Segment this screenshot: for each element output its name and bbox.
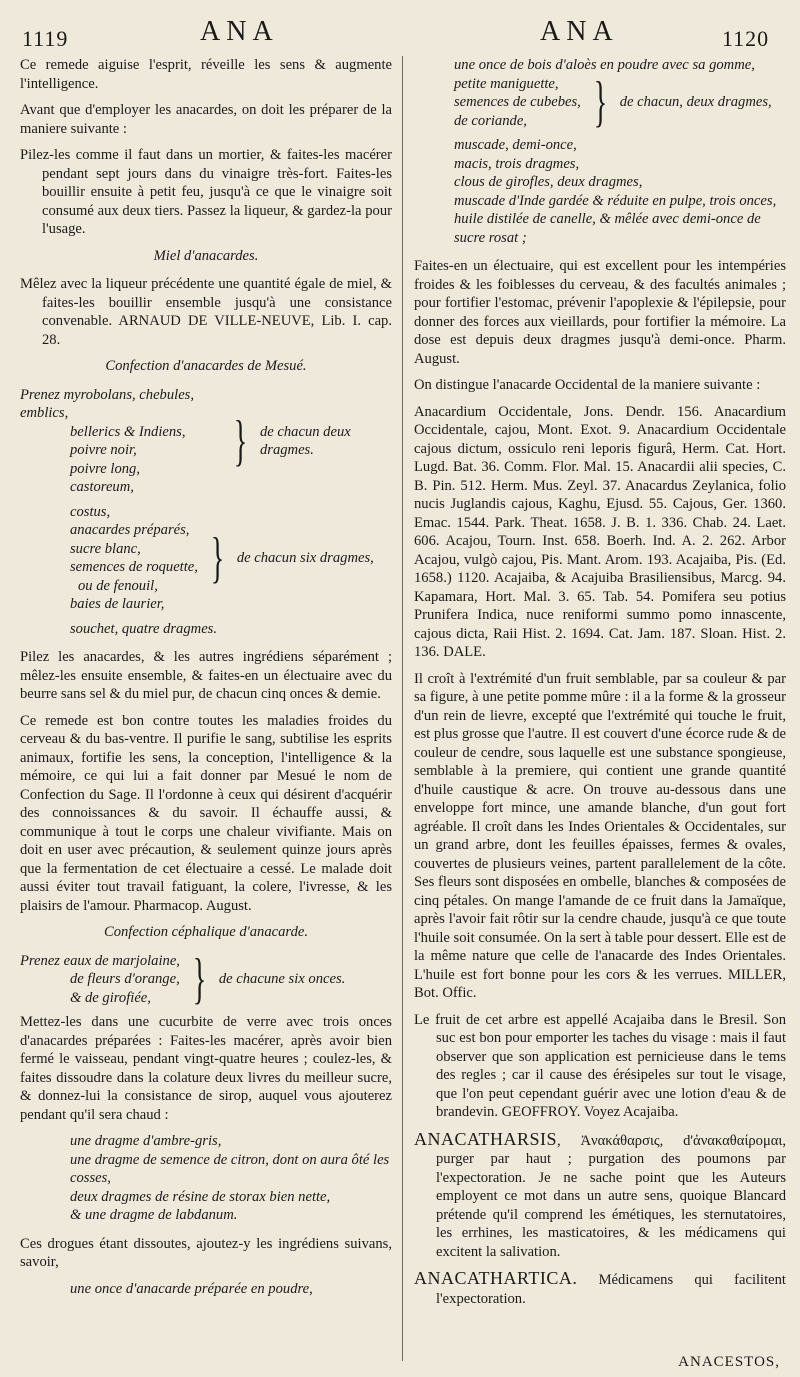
ingredient: souchet, quatre dragmes.: [70, 620, 217, 637]
running-head-left: ANA: [200, 16, 279, 47]
ingredient: Prenez eaux de marjolaine,: [20, 952, 180, 969]
dictionary-entry: [414, 1130, 786, 1262]
paragraph: Ce remede aiguise l'esprit, réveille les sens & augmente l'intelligence.: [20, 57, 392, 92]
running-head-right: ANA: [540, 16, 619, 47]
paragraph: On distingue l'anacarde Occidental de la maniere suivante :: [414, 377, 761, 393]
dose-note: de chacun deux dragmes.: [259, 423, 351, 458]
section-heading: Confection d'anacardes de Mesué.: [105, 358, 307, 374]
ingredient: semences de roquette,: [70, 559, 198, 575]
section-heading: Miel d'anacardes.: [153, 247, 259, 264]
list-item: deux dragmes de résine de storax bien nette,: [70, 1188, 331, 1205]
brace-icon: }: [233, 410, 248, 472]
page-number-right: 1120: [722, 26, 770, 51]
ingredient: bellerics & Indiens,: [70, 423, 186, 440]
list-item: clous de girofles, deux dragmes,: [454, 174, 643, 190]
ingredient: ou de fenouil,: [78, 577, 158, 594]
paragraph: Ces drogues étant dissoutes, ajoutez-y les ingrédiens suivans, savoir,: [20, 1235, 392, 1270]
paragraph: Il croît à l'extrémité d'un fruit semblable, par sa couleur & par sa figure, à une petite pomme mûre : il a la forme & la grosseur d'un rein de lievre, excepté que l'extrémité qui touche le fruit, est plus grosse que l'autre. Il est couvert d'une écorce rude & de couleur de cendre, sous laquelle est une substance spongieuse, semblable à la premiere, qui contient une grande quantité d'huile caustique & acre. On trouve au-dessous dans une enveloppe fort mince, une amande blanche, d'un gout fort agréable. Il croît dans les Indes Orientales & Occidentales, sur un grand arbre, dont les feuilles épaisses, fermes & ovales, couvertes de plusieurs veines, partent parallelement de la côte. Ses fleurs sont disposées en ombelle, blanches & composées de cinq pétales. On mange l'amande de ce fruit dans la Jamaïque, après l'avoir fait rôtir sur la cendre chaude, jusqu'à ce que toute l'huile soit consumée. On la sert à table pour dessert. Elle est de la même nature que celle de l'anacarde des Indes Orientales. L'huile est fort bonne pour les cors & les verrues. MILLER, Bot. Offic.: [414, 670, 786, 1001]
entry-term: ANACATHARTICA.: [414, 1268, 578, 1288]
ingredient: castoreum,: [70, 479, 134, 495]
list-item: & une dragme de labdanum.: [70, 1207, 238, 1223]
paragraph: Mettez-les dans une cucurbite de verre avec trois onces d'anacardes préparées : Faites-les macérer, après avoir bien fermé le vaisseau, pendant vingt-quatre heures ; coulez-les, & faites dissoudre dans la colature deux livres du meilleur sucre, & donnez-lui la consistance de sirop, auquel vous ajouterez pendant qu'il sera chaud :: [20, 1014, 392, 1123]
right-column: [414, 56, 786, 1316]
list-item: une once de bois d'aloès en poudre avec sa gomme,: [454, 57, 755, 73]
catchword: ANACESTOS,: [678, 1354, 780, 1370]
ingredient-list: [20, 1132, 392, 1225]
ingredient: de fleurs d'orange,: [70, 971, 180, 987]
paragraph: Faites-en un électuaire, qui est excellent pour les intempéries froides & les foiblesses du cerveau, & des facultés animales ; pour fortifier l'estomac, prévenir l'apoplexie & l'épilepsie, pour donner des forces aux vieillards, pour fortifier la mémoire. La dose est depuis deux dragmes jusqu'à demi-once. Pharm. August.: [414, 258, 786, 367]
paragraph: Pilez les anacardes, & les autres ingrédiens séparément ; mêlez-les ensuite ensemble, & faites-en un électuaire avec du beurre sans sel & du miel pur, de chacun cinq onces & demie.: [20, 649, 392, 702]
list-item: une once d'anacarde préparée en poudre,: [70, 1280, 313, 1297]
paragraph: Le fruit de cet arbre est appellé Acajaiba dans le Bresil. Son suc est bon pour emporter les taches du visage : mais il faut observer que son application est pernicieuse dans le tems des regles ; car il cause des érésipeles sur tout le visage, que l'on peut cependant guérir avec une lotion d'eau & de brandevin. GEOFFROY. Voyez Acajaiba.: [414, 1011, 786, 1120]
list-item: muscade d'Inde gardée & réduite en pulpe, trois onces,: [454, 192, 777, 209]
ingredient: & de girofiée,: [70, 989, 151, 1006]
paragraph: Avant que d'employer les anacardes, on doit les préparer de la maniere suivante :: [20, 102, 392, 137]
left-column: [20, 56, 392, 1298]
brace-icon: }: [210, 527, 225, 589]
brace-icon: }: [192, 948, 207, 1011]
entry-text: , Ἀνακάθαρσις, d'ἀνακαθαίρομαι, purger par haut ; purgation des poumons par l'expectoration. Je ne sache point que les Auteurs employent ce mot dans un autre sens, quoique Blancard prétende qu'il comprend les émétiques, les sternutatoires, les errhines, les masticatoires, & les médicamens qui excitent la salivation.: [436, 1132, 786, 1260]
synonymy-paragraph: Anacardium Occidentale, Jons. Dendr. 156. Anacardium Occidentale, cajou, Mont. Exot. 9. Anacardium Occidentale cajous dictum, ossiculo reni leporis figurâ, Herm. Cat. Hort. Lugd. Bat. 36. Comm. Flor. Mal. 15. Anacardii alii species, C. B. Pin. 512. Herm. Mus. Zeyl. 37. Anacardus Zeylanica, folio nucis Juglandis cajous, Kaghu, Ejusd. 55. Cajous, Ger. 1360. Emac. 1544. Park. Theat. 1658. J. B. 1. 336. Chab. 24. Laet. 606. Acajou, Tourn. Inst. 658. Boerh. Ind. A. 2. 262. Arbor Acajou, vulgò cajou, Pis. Mant. Arom. 193. Acajaiba, Pis. (Ed. 1658.) 1120. Acajaiba, & Acajuiba Brasiliensibus, Marcg. 94. Kapamara, Hort. Mal. 3. 65. Tab. 54. Pomifera seu potius Prunifera Indica, nuce reniformi summo pomo innascente, cajous dicta, Raii Hist. 2. 1694. Cat. Jam. 187. Sloan. Hist. 2. 136. DALE.: [414, 403, 786, 660]
paragraph: Pilez-les comme il faut dans un mortier, & faites-les macérer pendant sept jours dans du vinaigre très-fort. Faites-les bouillir ensuite à petit feu, jusqu'à ce que le vinaigre soit consumé aux deux tiers. Passez la liqueur, & gardez-la pour l'usage.: [20, 147, 392, 237]
ingredient-group: [20, 948, 392, 1011]
list-item: une dragme de semence de citron, dont on aura ôté les cosses,: [70, 1151, 390, 1186]
list-item: muscade, demi-once,: [454, 137, 577, 153]
column-divider: [402, 56, 403, 1361]
dose-note: de chacun, deux dragmes,: [619, 94, 772, 110]
dose-note: de chacun six dragmes,: [236, 549, 374, 566]
ingredient: sucre blanc,: [70, 540, 141, 557]
dictionary-entry: [414, 1269, 786, 1308]
paragraph: Ce remede est bon contre toutes les maladies froides du cerveau & du bas-ventre. Il purifie le sang, subtilise les esprits animaux, fortifie les sens, la conception, l'intelligence & la mémoire, ce qui lui a fait donner par Mesué le nom de Confection du Sage. Il l'ordonne à ceux qui désirent d'acquérir des connoissances & du savoir. Il échauffe aussi, & communique à tout le corps une chaleur vivifiante. Mais on doit en user avec précaution, & seulement quinze jours après que la fermentation de cet électuaire a cessé. Le malade doit aussi éviter tout travail fatiguant, la colere, l'ivresse, & les plaisirs de l'amour. Pharmacop. August.: [20, 712, 392, 914]
ingredient: poivre noir,: [70, 442, 137, 458]
ingredient: de coriande,: [454, 112, 527, 129]
ingredient-group: [414, 71, 786, 134]
section-heading: Confection céphalique d'anacarde.: [103, 924, 308, 940]
list-item: macis, trois dragmes,: [454, 155, 580, 172]
ingredient-group: [20, 386, 392, 497]
ingredient: costus,: [70, 503, 111, 520]
ingredient: baies de laurier,: [70, 596, 165, 612]
list-item: une dragme d'ambre-gris,: [70, 1133, 222, 1149]
entry-term: ANACATHARSIS: [414, 1128, 558, 1149]
ingredient: semences de cubebes,: [454, 94, 581, 110]
ingredient-group: [20, 503, 392, 614]
dose-note: de chacune six onces.: [218, 971, 346, 987]
ingredient: Prenez myrobolans, chebules, emblics,: [20, 386, 195, 421]
ingredient: anacardes préparés,: [70, 522, 190, 538]
page-number-left: 1119: [22, 26, 69, 51]
ingredient: poivre long,: [70, 460, 140, 477]
ingredient-list: [414, 136, 786, 247]
paragraph: Mêlez avec la liqueur précédente une quantité égale de miel, & faites-les bouillir ensemble jusqu'à une consistance convenable. ARNAUD DE VILLE-NEUVE, Lib. I. cap. 28.: [20, 276, 392, 348]
brace-icon: }: [593, 71, 607, 134]
entry-text: Médicamens qui facilitent l'expectoration.: [436, 1272, 786, 1307]
list-item: huile distilée de canelle, & mêlée avec demi-once de sucre rosat ;: [454, 211, 761, 246]
ingredient: petite maniguette,: [454, 75, 559, 92]
